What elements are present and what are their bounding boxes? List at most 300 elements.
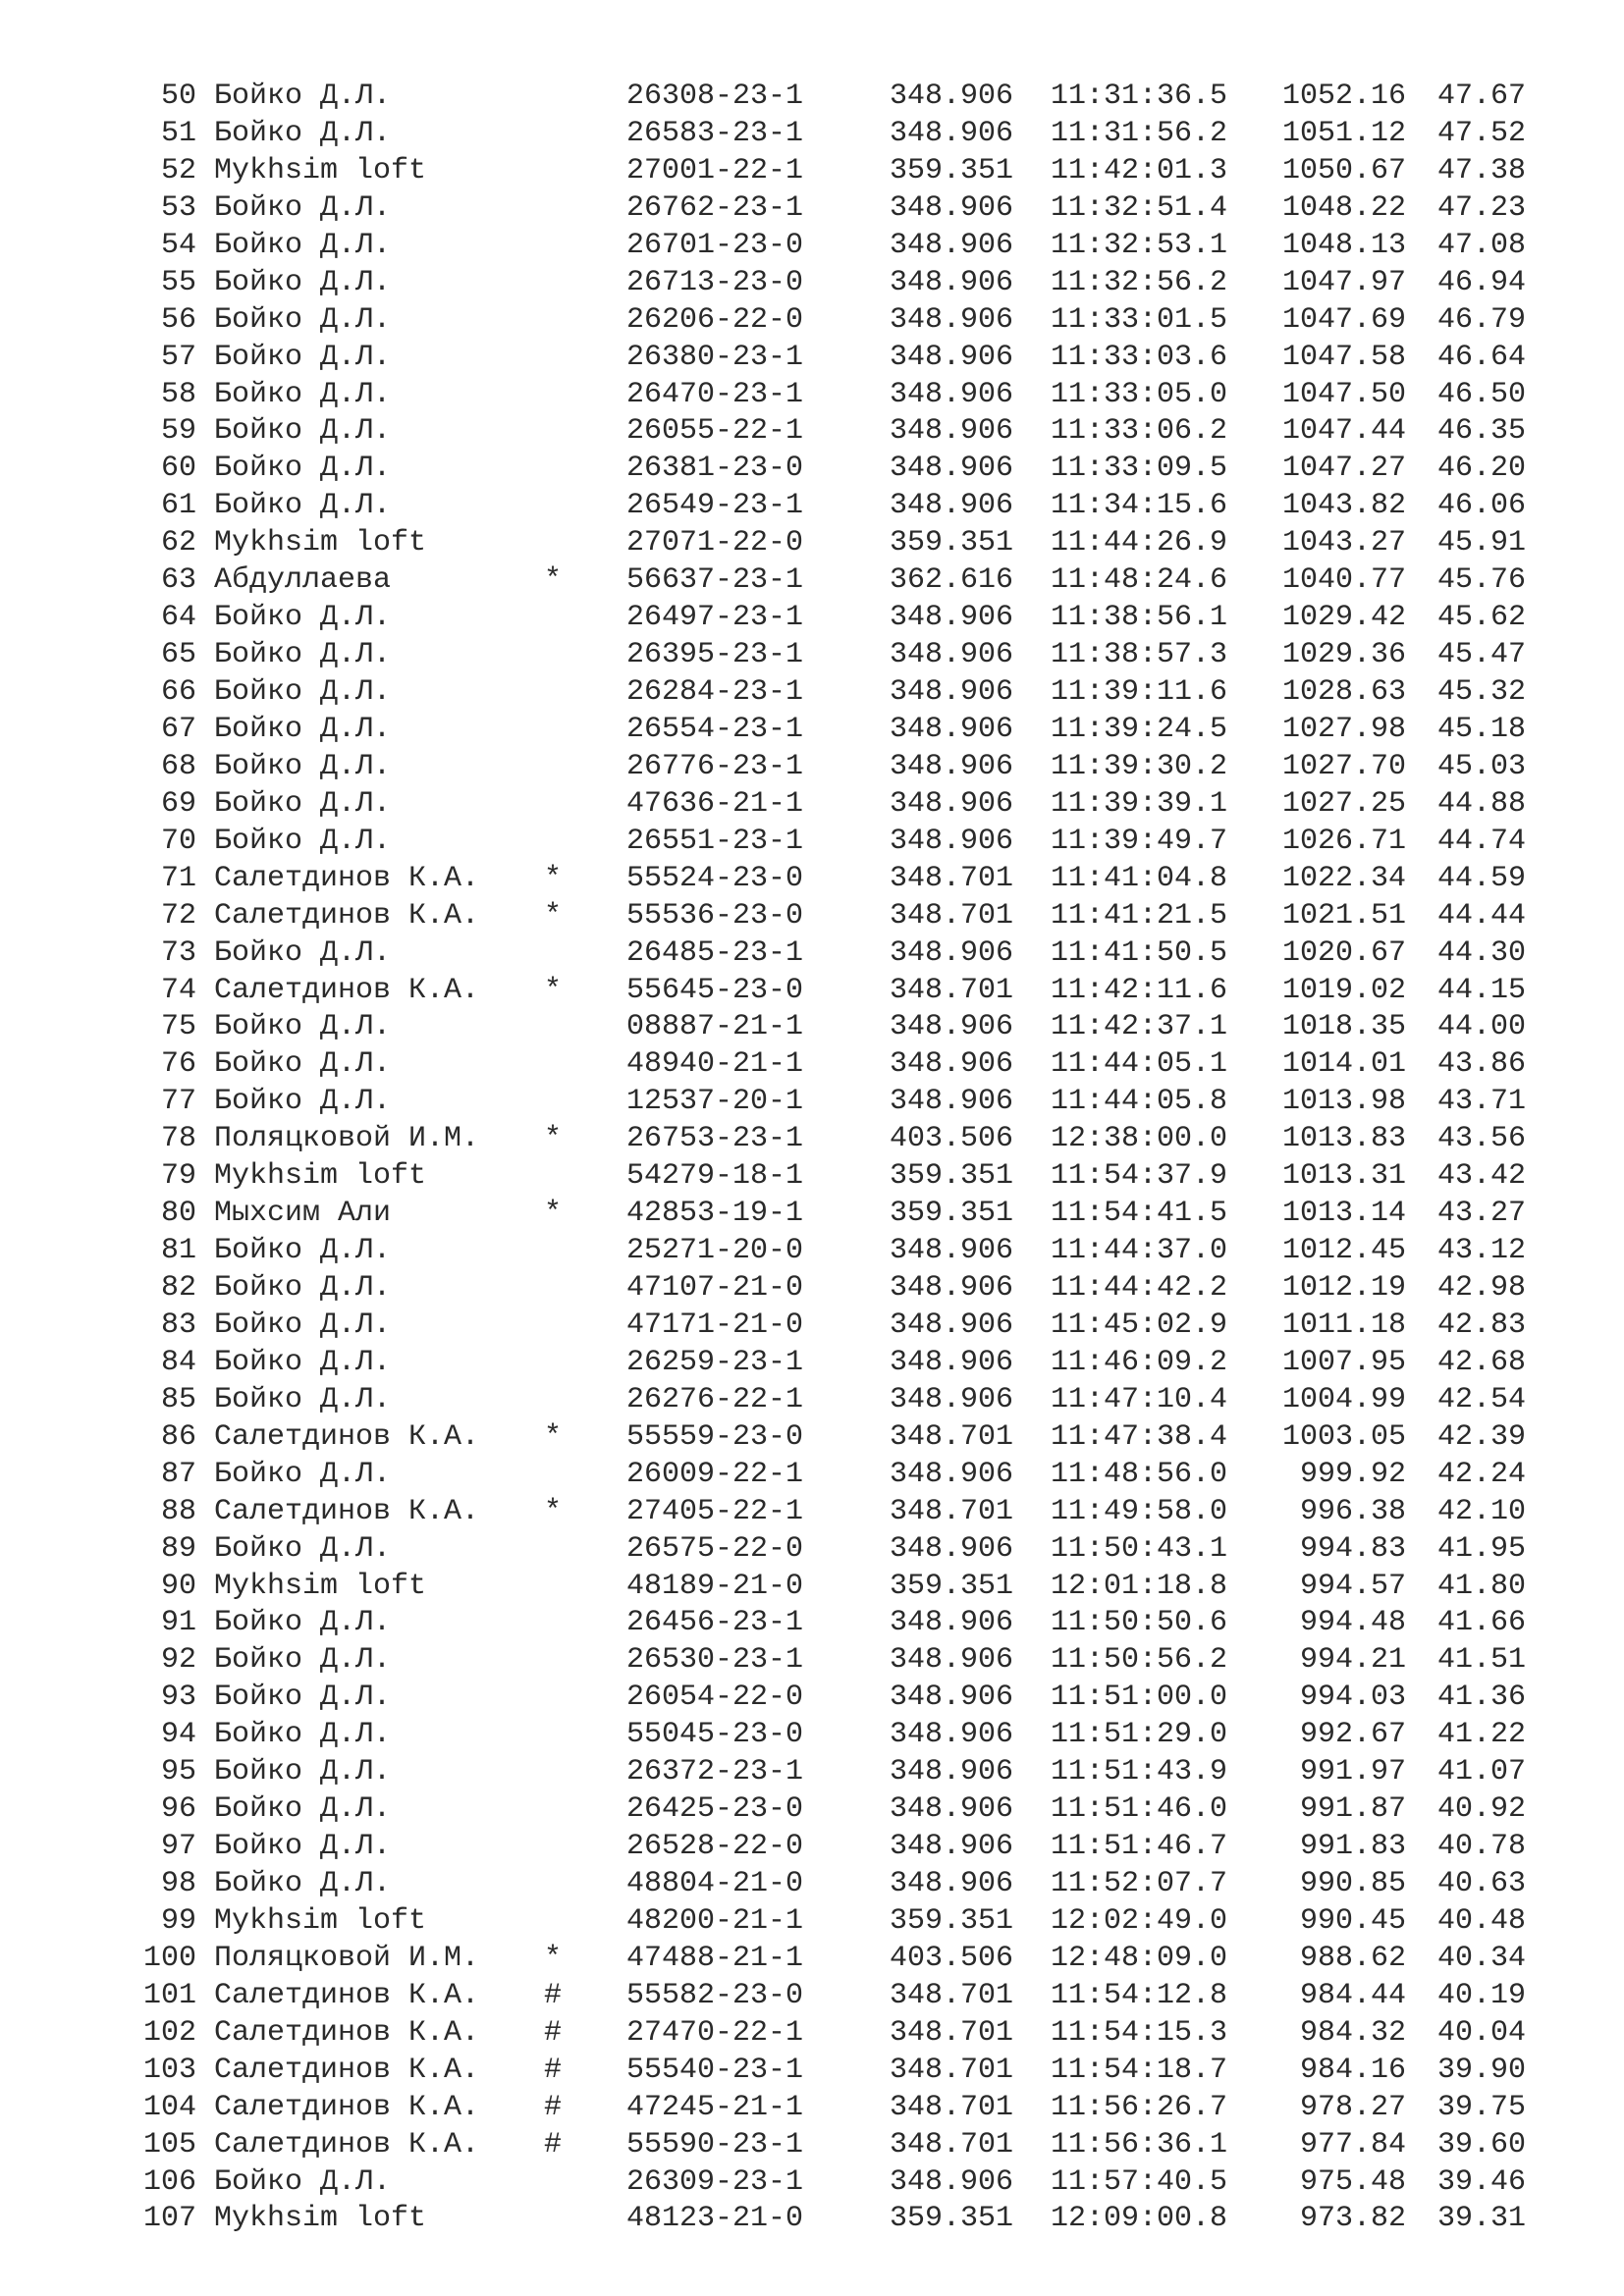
table-row: [128, 79, 1542, 116]
table-row: [128, 824, 1542, 861]
arrival-time-cell: 11:39:49.7: [1051, 824, 1228, 858]
fancier-name-cell: Бойко Д.Л.: [214, 1755, 392, 1789]
ring-number-cell: 55045-23-0: [626, 1718, 804, 1752]
speed-cell: 994.83: [1299, 1531, 1406, 1566]
arrival-time-cell: 11:50:56.2: [1051, 1643, 1228, 1678]
fancier-name-cell: Салетдинов К.А.: [214, 2090, 480, 2124]
table-row: [128, 2164, 1542, 2202]
fancier-name-cell: Бойко Д.Л.: [214, 1681, 392, 1715]
speed-cell: 1027.25: [1281, 786, 1406, 821]
arrival-time-cell: 11:54:37.9: [1051, 1159, 1228, 1194]
arrival-time-cell: 11:44:05.1: [1051, 1047, 1228, 1082]
table-row: [128, 190, 1542, 228]
speed-cell: 996.38: [1299, 1494, 1406, 1528]
place-cell: 95: [160, 1755, 196, 1789]
distance-cell: 348.906: [890, 1606, 1014, 1640]
speed-cell: 1040.77: [1281, 563, 1406, 598]
place-cell: 50: [160, 80, 196, 113]
arrival-time-cell: 12:01:18.8: [1051, 1569, 1228, 1603]
fancier-name-cell: Бойко Д.Л.: [214, 675, 392, 709]
arrival-time-cell: 11:51:43.9: [1051, 1755, 1228, 1789]
fancier-name-cell: Бойко Д.Л.: [214, 414, 392, 449]
arrival-time-cell: 11:54:12.8: [1051, 1978, 1228, 2012]
points-cell: 45.03: [1436, 749, 1526, 783]
points-cell: 46.06: [1436, 489, 1526, 523]
ring-number-cell: 26259-23-1: [626, 1345, 804, 1379]
ring-number-cell: 48940-21-1: [626, 1047, 804, 1082]
points-cell: 40.19: [1436, 1978, 1526, 2012]
table-row: [128, 973, 1542, 1010]
speed-cell: 1047.69: [1281, 302, 1406, 337]
ring-number-cell: 26713-23-0: [626, 265, 804, 299]
mark-cell: *: [544, 973, 563, 1007]
table-row: [128, 1419, 1542, 1457]
ring-number-cell: 26381-23-0: [626, 452, 804, 486]
place-cell: 63: [160, 563, 196, 598]
arrival-time-cell: 11:33:06.2: [1051, 414, 1228, 449]
arrival-time-cell: 11:46:09.2: [1051, 1345, 1228, 1379]
points-cell: 44.00: [1436, 1010, 1526, 1044]
place-cell: 60: [160, 452, 196, 486]
place-cell: 98: [160, 1867, 196, 1900]
place-cell: 73: [160, 935, 196, 970]
points-cell: 42.39: [1436, 1419, 1526, 1454]
arrival-time-cell: 11:41:04.8: [1051, 861, 1228, 895]
arrival-time-cell: 11:56:36.1: [1051, 2127, 1228, 2162]
ring-number-cell: 26762-23-1: [626, 190, 804, 225]
speed-cell: 1048.13: [1281, 228, 1406, 262]
distance-cell: 359.351: [890, 2202, 1014, 2236]
points-cell: 40.48: [1436, 1903, 1526, 1938]
place-cell: 66: [160, 675, 196, 709]
arrival-time-cell: 11:47:10.4: [1051, 1382, 1228, 1416]
ring-number-cell: 12537-20-1: [626, 1085, 804, 1119]
place-cell: 51: [160, 116, 196, 150]
distance-cell: 348.906: [890, 228, 1014, 262]
fancier-name-cell: Бойко Д.Л.: [214, 1867, 392, 1900]
ring-number-cell: 26284-23-1: [626, 675, 804, 709]
distance-cell: 348.906: [890, 80, 1014, 113]
fancier-name-cell: Салетдинов К.А.: [214, 1978, 480, 2012]
table-row: [128, 1680, 1542, 1717]
mark-cell: *: [544, 563, 563, 598]
distance-cell: 348.906: [890, 1010, 1014, 1044]
speed-cell: 1043.82: [1281, 489, 1406, 523]
table-row: [128, 116, 1542, 153]
table-row: [128, 2053, 1542, 2090]
fancier-name-cell: Бойко Д.Л.: [214, 749, 392, 783]
arrival-time-cell: 11:52:07.7: [1051, 1867, 1228, 1900]
arrival-time-cell: 11:51:29.0: [1051, 1718, 1228, 1752]
mark-cell: *: [544, 898, 563, 933]
arrival-time-cell: 11:38:57.3: [1051, 638, 1228, 672]
place-cell: 79: [160, 1159, 196, 1194]
points-cell: 40.78: [1436, 1830, 1526, 1864]
place-cell: 83: [160, 1308, 196, 1342]
place-cell: 90: [160, 1569, 196, 1603]
points-cell: 39.75: [1436, 2090, 1526, 2124]
arrival-time-cell: 11:33:05.0: [1051, 377, 1228, 411]
place-cell: 53: [160, 190, 196, 225]
place-cell: 99: [160, 1903, 196, 1938]
place-cell: 87: [160, 1457, 196, 1491]
points-cell: 41.51: [1436, 1643, 1526, 1678]
ring-number-cell: 27405-22-1: [626, 1494, 804, 1528]
place-cell: 57: [160, 340, 196, 374]
place-cell: 104: [142, 2090, 196, 2124]
fancier-name-cell: Mykhsim loft: [214, 1903, 427, 1938]
place-cell: 92: [160, 1643, 196, 1678]
ring-number-cell: 26308-23-1: [626, 80, 804, 113]
fancier-name-cell: Бойко Д.Л.: [214, 2164, 392, 2199]
points-cell: 42.24: [1436, 1457, 1526, 1491]
ring-number-cell: 26549-23-1: [626, 489, 804, 523]
points-cell: 43.12: [1436, 1234, 1526, 1268]
speed-cell: 973.82: [1299, 2202, 1406, 2236]
arrival-time-cell: 11:34:15.6: [1051, 489, 1228, 523]
speed-cell: 1012.45: [1281, 1234, 1406, 1268]
points-cell: 47.38: [1436, 153, 1526, 187]
distance-cell: 348.906: [890, 1792, 1014, 1827]
table-row: [128, 1084, 1542, 1121]
table-row: [128, 1531, 1542, 1569]
points-cell: 42.68: [1436, 1345, 1526, 1379]
speed-cell: 1047.58: [1281, 340, 1406, 374]
speed-cell: 1047.50: [1281, 377, 1406, 411]
points-cell: 47.52: [1436, 116, 1526, 150]
table-row: [128, 935, 1542, 973]
ring-number-cell: 26497-23-1: [626, 601, 804, 635]
distance-cell: 348.906: [890, 1271, 1014, 1305]
place-cell: 77: [160, 1085, 196, 1119]
fancier-name-cell: Бойко Д.Л.: [214, 228, 392, 262]
place-cell: 70: [160, 824, 196, 858]
place-cell: 56: [160, 302, 196, 337]
place-cell: 86: [160, 1419, 196, 1454]
points-cell: 44.44: [1436, 898, 1526, 933]
ring-number-cell: 26456-23-1: [626, 1606, 804, 1640]
arrival-time-cell: 12:48:09.0: [1051, 1941, 1228, 1975]
fancier-name-cell: Бойко Д.Л.: [214, 377, 392, 411]
mark-cell: *: [544, 861, 563, 895]
table-row: [128, 1308, 1542, 1345]
distance-cell: 348.906: [890, 1457, 1014, 1491]
speed-cell: 1026.71: [1281, 824, 1406, 858]
ring-number-cell: 26372-23-1: [626, 1755, 804, 1789]
points-cell: 42.98: [1436, 1271, 1526, 1305]
mark-cell: *: [544, 1941, 563, 1975]
distance-cell: 348.701: [890, 1978, 1014, 2012]
mark-cell: #: [544, 2015, 563, 2050]
results-table: [128, 79, 1542, 2238]
place-cell: 67: [160, 712, 196, 746]
fancier-name-cell: Поляцковой И.М.: [214, 1122, 480, 1156]
place-cell: 64: [160, 601, 196, 635]
points-cell: 46.35: [1436, 414, 1526, 449]
fancier-name-cell: Бойко Д.Л.: [214, 786, 392, 821]
distance-cell: 348.906: [890, 414, 1014, 449]
points-cell: 45.47: [1436, 638, 1526, 672]
ring-number-cell: 47488-21-1: [626, 1941, 804, 1975]
place-cell: 54: [160, 228, 196, 262]
fancier-name-cell: Салетдинов К.А.: [214, 2015, 480, 2050]
distance-cell: 359.351: [890, 1569, 1014, 1603]
arrival-time-cell: 11:54:41.5: [1051, 1197, 1228, 1231]
fancier-name-cell: Абдуллаева: [214, 563, 392, 598]
fancier-name-cell: Бойко Д.Л.: [214, 1643, 392, 1678]
fancier-name-cell: Бойко Д.Л.: [214, 265, 392, 299]
table-row: [128, 600, 1542, 637]
place-cell: 69: [160, 786, 196, 821]
ring-number-cell: 26530-23-1: [626, 1643, 804, 1678]
points-cell: 45.32: [1436, 675, 1526, 709]
distance-cell: 348.906: [890, 1085, 1014, 1119]
speed-cell: 1050.67: [1281, 153, 1406, 187]
fancier-name-cell: Mykhsim loft: [214, 153, 427, 187]
distance-cell: 348.906: [890, 1681, 1014, 1715]
speed-cell: 1021.51: [1281, 898, 1406, 933]
table-row: [128, 1717, 1542, 1754]
speed-cell: 1047.44: [1281, 414, 1406, 449]
table-row: [128, 749, 1542, 786]
place-cell: 74: [160, 973, 196, 1007]
points-cell: 40.04: [1436, 2015, 1526, 2050]
arrival-time-cell: 11:54:18.7: [1051, 2053, 1228, 2087]
speed-cell: 1013.14: [1281, 1197, 1406, 1231]
place-cell: 71: [160, 861, 196, 895]
speed-cell: 977.84: [1299, 2127, 1406, 2162]
arrival-time-cell: 11:54:15.3: [1051, 2015, 1228, 2050]
speed-cell: 1018.35: [1281, 1010, 1406, 1044]
fancier-name-cell: Бойко Д.Л.: [214, 190, 392, 225]
speed-cell: 1004.99: [1281, 1382, 1406, 1416]
ring-number-cell: 55540-23-1: [626, 2053, 804, 2087]
points-cell: 43.86: [1436, 1047, 1526, 1082]
table-row: [128, 1270, 1542, 1308]
fancier-name-cell: Бойко Д.Л.: [214, 1382, 392, 1416]
arrival-time-cell: 11:31:36.5: [1051, 80, 1228, 113]
distance-cell: 403.506: [890, 1122, 1014, 1156]
arrival-time-cell: 11:44:37.0: [1051, 1234, 1228, 1268]
fancier-name-cell: Бойко Д.Л.: [214, 1718, 392, 1752]
points-cell: 47.23: [1436, 190, 1526, 225]
place-cell: 100: [142, 1941, 196, 1975]
ring-number-cell: 47636-21-1: [626, 786, 804, 821]
table-row: [128, 2090, 1542, 2127]
arrival-time-cell: 11:33:09.5: [1051, 452, 1228, 486]
table-row: [128, 2127, 1542, 2164]
distance-cell: 348.906: [890, 340, 1014, 374]
speed-cell: 1048.22: [1281, 190, 1406, 225]
table-row: [128, 1642, 1542, 1680]
points-cell: 42.83: [1436, 1308, 1526, 1342]
place-cell: 59: [160, 414, 196, 449]
speed-cell: 1029.42: [1281, 601, 1406, 635]
place-cell: 89: [160, 1531, 196, 1566]
fancier-name-cell: Бойко Д.Л.: [214, 116, 392, 150]
speed-cell: 1029.36: [1281, 638, 1406, 672]
ring-number-cell: 55536-23-0: [626, 898, 804, 933]
distance-cell: 348.906: [890, 935, 1014, 970]
table-row: [128, 525, 1542, 562]
arrival-time-cell: 11:51:46.7: [1051, 1830, 1228, 1864]
place-cell: 78: [160, 1122, 196, 1156]
speed-cell: 991.83: [1299, 1830, 1406, 1864]
distance-cell: 348.906: [890, 824, 1014, 858]
speed-cell: 990.85: [1299, 1867, 1406, 1900]
mark-cell: *: [544, 1197, 563, 1231]
table-row: [128, 1382, 1542, 1419]
ring-number-cell: 26009-22-1: [626, 1457, 804, 1491]
table-row: [128, 637, 1542, 674]
distance-cell: 348.906: [890, 302, 1014, 337]
place-cell: 62: [160, 526, 196, 561]
ring-number-cell: 26575-22-0: [626, 1531, 804, 1566]
place-cell: 80: [160, 1197, 196, 1231]
table-row: [128, 1941, 1542, 1978]
ring-number-cell: 55524-23-0: [626, 861, 804, 895]
place-cell: 75: [160, 1010, 196, 1044]
place-cell: 84: [160, 1345, 196, 1379]
distance-cell: 348.906: [890, 786, 1014, 821]
fancier-name-cell: Бойко Д.Л.: [214, 1606, 392, 1640]
place-cell: 88: [160, 1494, 196, 1528]
mark-cell: #: [544, 2090, 563, 2124]
fancier-name-cell: Бойко Д.Л.: [214, 1308, 392, 1342]
ring-number-cell: 56637-23-1: [626, 563, 804, 598]
points-cell: 39.31: [1436, 2202, 1526, 2236]
distance-cell: 348.906: [890, 1755, 1014, 1789]
ring-number-cell: 47107-21-0: [626, 1271, 804, 1305]
arrival-time-cell: 11:44:05.8: [1051, 1085, 1228, 1119]
arrival-time-cell: 11:44:42.2: [1051, 1271, 1228, 1305]
ring-number-cell: 26554-23-1: [626, 712, 804, 746]
distance-cell: 359.351: [890, 1159, 1014, 1194]
distance-cell: 359.351: [890, 1197, 1014, 1231]
points-cell: 40.34: [1436, 1941, 1526, 1975]
distance-cell: 403.506: [890, 1941, 1014, 1975]
table-row: [128, 1158, 1542, 1196]
place-cell: 96: [160, 1792, 196, 1827]
points-cell: 43.71: [1436, 1085, 1526, 1119]
table-row: [128, 2015, 1542, 2053]
arrival-time-cell: 11:56:26.7: [1051, 2090, 1228, 2124]
fancier-name-cell: Бойко Д.Л.: [214, 80, 392, 113]
speed-cell: 1022.34: [1281, 861, 1406, 895]
table-row: [128, 1754, 1542, 1791]
points-cell: 40.63: [1436, 1867, 1526, 1900]
ring-number-cell: 26753-23-1: [626, 1122, 804, 1156]
points-cell: 42.10: [1436, 1494, 1526, 1528]
points-cell: 41.80: [1436, 1569, 1526, 1603]
fancier-name-cell: Бойко Д.Л.: [214, 340, 392, 374]
speed-cell: 1027.98: [1281, 712, 1406, 746]
place-cell: 72: [160, 898, 196, 933]
points-cell: 47.08: [1436, 228, 1526, 262]
points-cell: 44.88: [1436, 786, 1526, 821]
arrival-time-cell: 11:42:11.6: [1051, 973, 1228, 1007]
speed-cell: 1020.67: [1281, 935, 1406, 970]
table-row: [128, 1009, 1542, 1046]
distance-cell: 362.616: [890, 563, 1014, 598]
distance-cell: 348.906: [890, 1830, 1014, 1864]
arrival-time-cell: 12:02:49.0: [1051, 1903, 1228, 1938]
fancier-name-cell: Бойко Д.Л.: [214, 638, 392, 672]
ring-number-cell: 47171-21-0: [626, 1308, 804, 1342]
arrival-time-cell: 11:48:24.6: [1051, 563, 1228, 598]
speed-cell: 984.32: [1299, 2015, 1406, 2050]
distance-cell: 348.906: [890, 1234, 1014, 1268]
ring-number-cell: 27071-22-0: [626, 526, 804, 561]
points-cell: 41.66: [1436, 1606, 1526, 1640]
table-row: [128, 861, 1542, 898]
fancier-name-cell: Mykhsim loft: [214, 1569, 427, 1603]
fancier-name-cell: Mykhsim loft: [214, 1159, 427, 1194]
arrival-time-cell: 11:45:02.9: [1051, 1308, 1228, 1342]
arrival-time-cell: 12:09:00.8: [1051, 2202, 1228, 2236]
table-row: [128, 2201, 1542, 2238]
ring-number-cell: 26485-23-1: [626, 935, 804, 970]
arrival-time-cell: 11:33:03.6: [1051, 340, 1228, 374]
speed-cell: 994.57: [1299, 1569, 1406, 1603]
fancier-name-cell: Бойко Д.Л.: [214, 1085, 392, 1119]
fancier-name-cell: Бойко Д.Л.: [214, 1345, 392, 1379]
table-row: [128, 1791, 1542, 1829]
speed-cell: 991.87: [1299, 1792, 1406, 1827]
ring-number-cell: 26470-23-1: [626, 377, 804, 411]
speed-cell: 990.45: [1299, 1903, 1406, 1938]
speed-cell: 1047.27: [1281, 452, 1406, 486]
fancier-name-cell: Mykhsim loft: [214, 2202, 427, 2236]
place-cell: 93: [160, 1681, 196, 1715]
distance-cell: 348.701: [890, 2015, 1014, 2050]
speed-cell: 994.03: [1299, 1681, 1406, 1715]
speed-cell: 999.92: [1299, 1457, 1406, 1491]
ring-number-cell: 26583-23-1: [626, 116, 804, 150]
arrival-time-cell: 11:32:51.4: [1051, 190, 1228, 225]
speed-cell: 994.21: [1299, 1643, 1406, 1678]
ring-number-cell: 27001-22-1: [626, 153, 804, 187]
ring-number-cell: 26776-23-1: [626, 749, 804, 783]
points-cell: 40.92: [1436, 1792, 1526, 1827]
ring-number-cell: 08887-21-1: [626, 1010, 804, 1044]
table-row: [128, 1866, 1542, 1903]
speed-cell: 1052.16: [1281, 80, 1406, 113]
speed-cell: 1007.95: [1281, 1345, 1406, 1379]
points-cell: 46.50: [1436, 377, 1526, 411]
arrival-time-cell: 11:49:58.0: [1051, 1494, 1228, 1528]
arrival-time-cell: 11:48:56.0: [1051, 1457, 1228, 1491]
fancier-name-cell: Бойко Д.Л.: [214, 1234, 392, 1268]
arrival-time-cell: 11:44:26.9: [1051, 526, 1228, 561]
table-row: [128, 786, 1542, 824]
ring-number-cell: 27470-22-1: [626, 2015, 804, 2050]
fancier-name-cell: Салетдинов К.А.: [214, 2053, 480, 2087]
speed-cell: 1003.05: [1281, 1419, 1406, 1454]
fancier-name-cell: Бойко Д.Л.: [214, 601, 392, 635]
arrival-time-cell: 11:50:43.1: [1051, 1531, 1228, 1566]
points-cell: 45.62: [1436, 601, 1526, 635]
distance-cell: 348.701: [890, 2053, 1014, 2087]
place-cell: 102: [142, 2015, 196, 2050]
points-cell: 47.67: [1436, 80, 1526, 113]
fancier-name-cell: Бойко Д.Л.: [214, 1792, 392, 1827]
mark-cell: *: [544, 1419, 563, 1454]
points-cell: 43.27: [1436, 1197, 1526, 1231]
distance-cell: 348.906: [890, 712, 1014, 746]
distance-cell: 348.906: [890, 601, 1014, 635]
distance-cell: 359.351: [890, 153, 1014, 187]
